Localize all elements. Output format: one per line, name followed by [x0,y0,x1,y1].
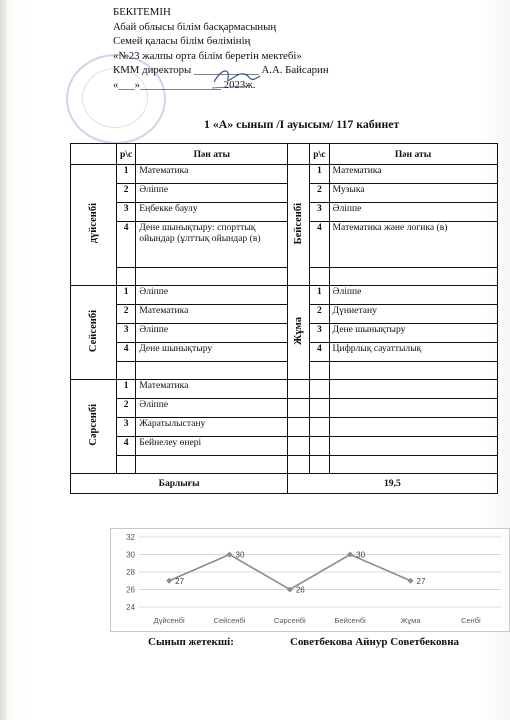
lesson-subject: Дене шынықтыру: спорттық ойындар (ұлттық ойындар (в) [136,222,288,268]
data-label: 26 [295,585,305,595]
empty-cell [310,399,329,418]
empty-cell [329,456,497,474]
lesson-subject: Математика [136,165,288,184]
data-label: 30 [356,550,366,560]
table-row [71,437,498,456]
empty-cell [117,268,136,286]
table-row [71,418,498,437]
director-signature [208,62,268,92]
lesson-subject: Цифрлық сауаттылық [329,343,497,362]
table-row [71,305,498,324]
empty-cell [310,268,329,286]
empty-cell [117,362,136,380]
total-row [71,474,498,494]
corner-cell [288,144,310,165]
y-tick-label: 32 [126,533,135,542]
table-row [71,399,498,418]
lesson-num: 1 [310,165,329,184]
schedule-heading: 1 «А» сынып /І ауысым/ 117 кабинет [204,117,400,131]
data-label: 27 [175,576,185,586]
empty-cell [288,399,310,418]
empty-cell [117,456,136,474]
lesson-subject: Математика [136,305,288,324]
empty-cell [288,437,310,456]
table-row [71,286,498,305]
lesson-num: 4 [117,343,136,362]
lesson-num: 2 [117,184,136,203]
data-label: 27 [416,576,426,586]
empty-cell [329,399,497,418]
day-label: Жұма [293,317,305,345]
empty-cell [288,380,310,399]
lesson-num: 1 [117,380,136,399]
lesson-num: 1 [117,286,136,305]
total-value: 19,5 [288,474,497,494]
table-header-row [71,144,498,165]
teacher-name: Советбекова Айнур Советбековна [290,636,460,648]
lesson-subject: Әліппе [329,203,497,222]
lesson-subject: Еңбекке баулу [136,203,288,222]
empty-cell [310,437,329,456]
table-row [71,165,498,184]
lesson-subject: Әліппе [136,286,288,305]
x-tick-label: Дүйсенбі [153,616,185,625]
table-row-empty [71,362,498,380]
x-tick-label: Сенбі [460,616,481,625]
x-tick-label: Сейсенбі [213,616,246,625]
day-label: дүйсенбі [88,203,99,244]
header-num: р\с [117,144,136,165]
lesson-subject: Дене шынықтыру [329,324,497,343]
table-row-empty [71,456,498,474]
lesson-subject: Дене шынықтыру [136,343,288,362]
empty-cell [310,418,329,437]
lesson-subject: Математика [329,165,497,184]
lesson-subject: Математика және логика (в) [329,222,497,268]
day-cell-thu [288,165,310,286]
scan-edge [0,0,7,720]
lesson-subject: Музыка [329,184,497,203]
empty-cell [136,456,288,474]
empty-cell [329,437,497,456]
table-row [71,184,498,203]
empty-cell [310,362,329,380]
x-tick-label: Жұма [400,616,421,625]
lesson-subject: Жаратылыстану [136,418,288,437]
lesson-num: 2 [117,399,136,418]
approval-line: Абай облысы білім басқармасының [113,20,277,33]
lesson-num: 3 [117,324,136,343]
lesson-subject: Әліппе [329,286,497,305]
empty-cell [329,362,497,380]
table-row-empty [71,268,498,286]
lesson-num: 3 [117,418,136,437]
lesson-num: 3 [310,324,329,343]
total-label: Барлығы [71,474,288,494]
lesson-num: 1 [117,165,136,184]
day-cell-mon [71,165,117,286]
hours-chart [110,528,510,632]
lesson-num: 1 [310,286,329,305]
empty-cell [288,418,310,437]
corner-cell [71,144,117,165]
lesson-subject: Әліппе [136,399,288,418]
table-row [71,380,498,399]
data-point [166,578,172,584]
chart-svg [111,529,509,631]
empty-cell [288,456,310,474]
lesson-subject: Математика [136,380,288,399]
lesson-num: 2 [310,184,329,203]
lesson-subject: Әліппе [136,324,288,343]
lesson-subject: Дүниетану [329,305,497,324]
x-tick-label: Сәрсенбі [273,616,306,625]
empty-cell [136,362,288,380]
x-tick-label: Бейсенбі [334,616,366,625]
empty-cell [329,268,497,286]
y-tick-label: 24 [126,603,135,612]
empty-cell [329,418,497,437]
data-point [408,578,414,584]
teacher-label: Сынып жетекші: [148,636,234,648]
approval-line: БЕКІТЕМІН [113,6,171,18]
day-label: Сейсенбі [88,309,99,353]
lesson-num: 4 [117,222,136,268]
approval-line: КММ директоры ____________ А.А. Байсарин [113,64,329,77]
day-cell-tue [71,286,117,380]
header-subject: Пән аты [136,144,288,165]
table-row [71,324,498,343]
day-label: Бейсенбі [293,202,305,245]
lesson-num: 3 [310,203,329,222]
data-label: 30 [235,550,245,560]
y-tick-label: 28 [126,568,135,577]
empty-cell [310,456,329,474]
empty-cell [329,380,497,399]
header-num: р\с [310,144,329,165]
lesson-subject: Әліппе [136,184,288,203]
approval-line: Семей қаласы білім бөлімінің [113,35,251,48]
table-row [71,222,498,268]
lesson-num: 4 [310,343,329,362]
lesson-subject: Бейнелеу өнері [136,437,288,456]
lesson-num: 4 [117,437,136,456]
empty-cell [310,380,329,399]
approval-line: «№23 жалпы орта білім беретін мектебі» [113,49,302,62]
day-cell-fri [288,286,310,380]
table-row [71,203,498,222]
lesson-num: 2 [310,305,329,324]
header-subject: Пән аты [329,144,497,165]
table-row [71,343,498,362]
y-tick-label: 30 [126,550,135,560]
lesson-num: 3 [117,203,136,222]
lesson-num: 4 [310,222,329,268]
y-tick-label: 26 [126,585,135,595]
day-label: Сәрсенбі [88,404,99,446]
empty-cell [136,268,288,286]
lesson-num: 2 [117,305,136,324]
schedule-table [70,143,498,494]
approval-line: «___»_______________ 2023ж. [113,78,256,91]
day-cell-wed [71,380,117,474]
